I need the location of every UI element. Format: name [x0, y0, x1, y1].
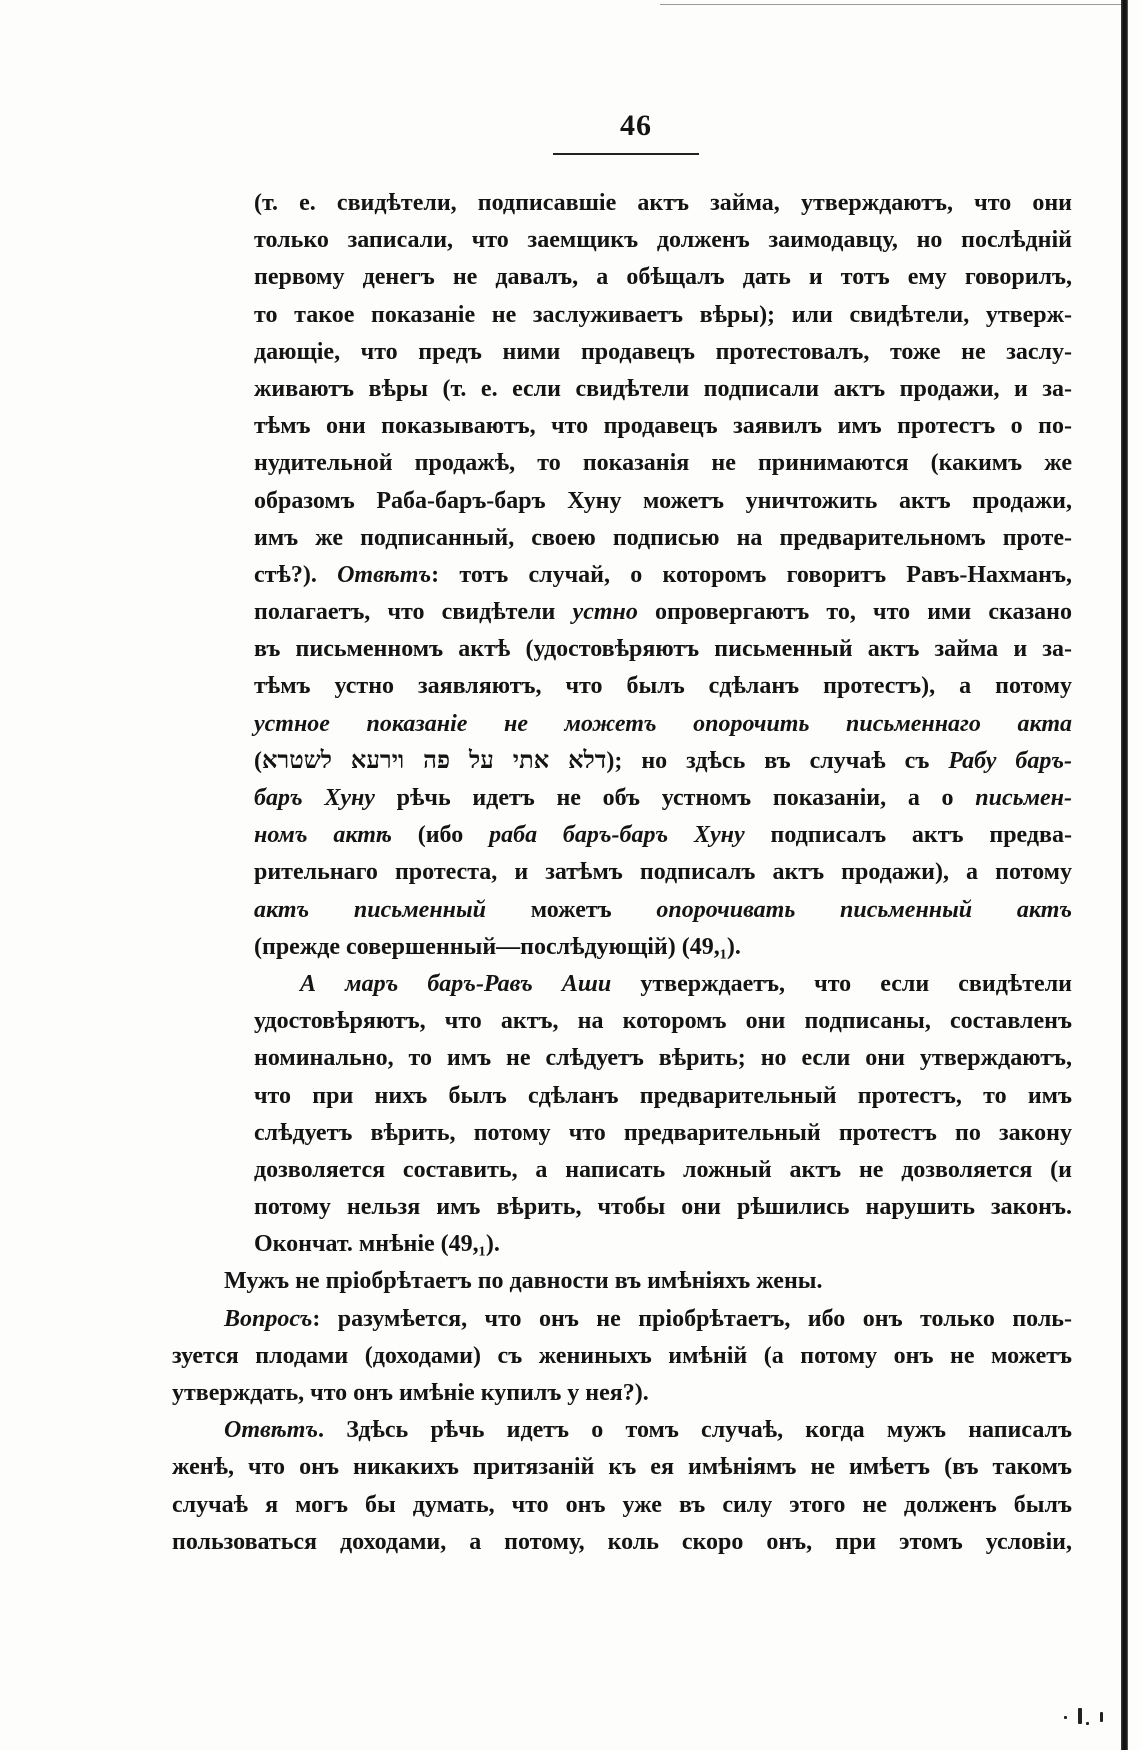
- text-run: опровергаютъ то, что ими сказано: [637, 599, 1072, 626]
- text-line: [254, 668, 1072, 705]
- text-line: [254, 706, 1072, 743]
- text-line: [254, 1078, 1072, 1115]
- italic-text: номъ актѣ: [254, 822, 392, 849]
- text-run: потому нельзя имъ вѣрить, чтобы они рѣшились нарушить законъ.: [254, 1194, 1072, 1221]
- text-run: утверждать, что онъ имѣніе купилъ у нея?).: [172, 1380, 649, 1406]
- italic-text: Рабу баръ-: [948, 747, 1073, 774]
- scan-edge: [1121, 0, 1128, 1750]
- text-run: рѣчь идетъ не объ устномъ показаніи, а о: [374, 785, 976, 811]
- text-run: ); но здѣсь въ случаѣ съ: [606, 747, 949, 774]
- page-number: 46: [620, 109, 652, 142]
- text-line: [254, 408, 1072, 445]
- text-line: [254, 1152, 1072, 1189]
- italic-text: опорочивать письменный актъ: [656, 896, 1073, 923]
- text-line: [254, 222, 1072, 259]
- text-line: [254, 185, 1072, 222]
- text-run: Мужъ не пріобрѣтаетъ по давности въ имѣніяхъ жены.: [224, 1268, 823, 1295]
- text-run: рительнаго протеста, и затѣмъ подписалъ актъ продажи), а потому: [254, 859, 1072, 886]
- scan-smudge: [1064, 1716, 1067, 1719]
- text-run: тѣмъ устно заявляютъ, что былъ сдѣланъ протестъ), а потому: [254, 673, 1072, 700]
- page-number-rule: [553, 153, 699, 155]
- text-run: живаютъ вѣры (т. е. если свидѣтели подписали актъ продажи, и за-: [254, 375, 1072, 402]
- text-line: [254, 520, 1072, 557]
- text-run: (т. е. свидѣтели, подписавшіе актъ займа, утверждаютъ, что они: [254, 190, 1072, 216]
- text-run: только записали, что заемщикъ долженъ заимодавцу, но послѣдній: [254, 227, 1072, 254]
- text-line: [254, 1115, 1072, 1152]
- text-run: что при нихъ былъ сдѣланъ предварительный протестъ, то имъ: [254, 1082, 1072, 1109]
- text-line: [254, 334, 1072, 371]
- text-line: [172, 1301, 1072, 1338]
- text-line: [172, 1449, 1072, 1486]
- text-line: [172, 1263, 1072, 1300]
- text-line: [254, 1189, 1072, 1226]
- text-run: утверждаетъ, что если свидѣтели: [611, 970, 1073, 997]
- text-run: первому денегъ не давалъ, а обѣщалъ дать и тотъ ему говорилъ,: [254, 264, 1072, 291]
- text-run: Окончат. мнѣніе (49,₁).: [254, 1231, 500, 1258]
- italic-text: Отвѣтъ: [337, 561, 432, 588]
- text-run: . Здѣсь рѣчь идетъ о томъ случаѣ, когда мужъ написалъ: [318, 1417, 1072, 1444]
- text-line: [254, 1226, 1072, 1263]
- text-line: [172, 1524, 1072, 1561]
- text-run: (прежде совершенный—послѣдующій) (49,₁).: [254, 933, 741, 960]
- text-line: [254, 631, 1072, 668]
- italic-text: письмен-: [975, 785, 1072, 811]
- text-run: образомъ Раба-баръ-баръ Хуну можетъ уничтожить актъ продажи,: [254, 487, 1072, 514]
- text-line: [254, 780, 1072, 817]
- italic-text: баръ Хуну: [254, 785, 375, 811]
- text-run: слѣдуетъ вѣрить, потому что предварительный протестъ по закону: [254, 1119, 1072, 1146]
- text-line: [254, 966, 1072, 1003]
- text-run: : разумѣется, что онъ не пріобрѣтаетъ, ибо онъ только поль-: [312, 1305, 1072, 1332]
- text-run: полагаетъ, что свидѣтели: [254, 599, 573, 626]
- italic-text: раба баръ-баръ Хуну: [489, 822, 745, 849]
- text-run: (ибо: [391, 822, 490, 849]
- text-run: дающіе, что предъ ними продавецъ протестовалъ, тоже не заслу-: [254, 338, 1072, 365]
- text-run: удостовѣряютъ, что актъ, на которомъ они подписаны, составленъ: [254, 1008, 1072, 1035]
- text-line: [254, 743, 1072, 780]
- text-line: [254, 817, 1072, 854]
- text-line: [254, 1040, 1072, 1077]
- text-run: въ письменномъ актѣ (удостовѣряютъ письменный актъ займа и за-: [254, 636, 1072, 663]
- text-line: [254, 892, 1072, 929]
- text-line: [254, 929, 1072, 966]
- italic-text: актъ письменный: [254, 896, 486, 923]
- text-run: стѣ?).: [254, 561, 338, 588]
- text-run: нудительной продажѣ, то показанія не принимаются (какимъ же: [254, 450, 1072, 477]
- text-run: женѣ, что онъ никакихъ притязаній къ ея имѣніямъ не имѣетъ (въ такомъ: [172, 1454, 1072, 1481]
- text-run: дозволяется составить, а написать ложный актъ не дозволяется (и: [254, 1156, 1072, 1183]
- text-run: зуется плодами (доходами) съ жениныхъ имѣній (а потому онъ не можетъ: [172, 1342, 1072, 1369]
- text-column: [0, 185, 1140, 1561]
- text-run: то такое показаніе не заслуживаетъ вѣры); или свидѣтели, утверж-: [254, 301, 1072, 328]
- text-run: тѣмъ они показываютъ, что продавецъ заявилъ имъ протестъ о по-: [254, 413, 1072, 440]
- scan-smudge: [1086, 1722, 1089, 1725]
- text-run: имъ же подписанный, своею подписью на предварительномъ проте-: [254, 524, 1072, 551]
- italic-text: Отвѣтъ: [224, 1417, 319, 1444]
- italic-text: Вопросъ: [224, 1305, 313, 1332]
- text-run: пользоваться доходами, а потому, коль скоро онъ, при этомъ условіи,: [172, 1528, 1072, 1555]
- text-line: [254, 259, 1072, 296]
- text-line: [254, 594, 1072, 631]
- text-line: [172, 1487, 1072, 1524]
- scan-edge-top: [660, 4, 1121, 5]
- text-line: [254, 445, 1072, 482]
- text-line: [254, 1003, 1072, 1040]
- text-run: (: [254, 747, 262, 774]
- text-run: номинально, то имъ не слѣдуетъ вѣрить; но если они утверждаютъ,: [254, 1045, 1072, 1072]
- text-line: [254, 297, 1072, 334]
- text-line: [172, 1338, 1072, 1375]
- italic-text: устно: [572, 599, 638, 626]
- text-run: можетъ: [485, 896, 657, 923]
- text-run: случаѣ я могъ бы думать, что онъ уже въ силу этого не долженъ былъ: [172, 1491, 1072, 1518]
- hebrew-quote: דלא אתי על פה וירעא לשטרא: [262, 747, 607, 774]
- italic-text: устное показаніе не можетъ опорочить письменнаго акта: [254, 710, 1072, 737]
- text-line: [172, 1375, 1072, 1412]
- scan-smudge: [1100, 1712, 1103, 1722]
- italic-text: А маръ баръ-Равъ Аши: [300, 970, 612, 997]
- text-line: [254, 371, 1072, 408]
- text-line: [254, 557, 1072, 594]
- text-line: [172, 1412, 1072, 1449]
- scan-smudge: [1078, 1708, 1082, 1724]
- text-run: : тотъ случай, о которомъ говоритъ Равъ-Нахманъ,: [431, 561, 1072, 588]
- text-line: [254, 483, 1072, 520]
- text-line: [254, 854, 1072, 891]
- text-run: подписалъ актъ предва-: [744, 822, 1072, 849]
